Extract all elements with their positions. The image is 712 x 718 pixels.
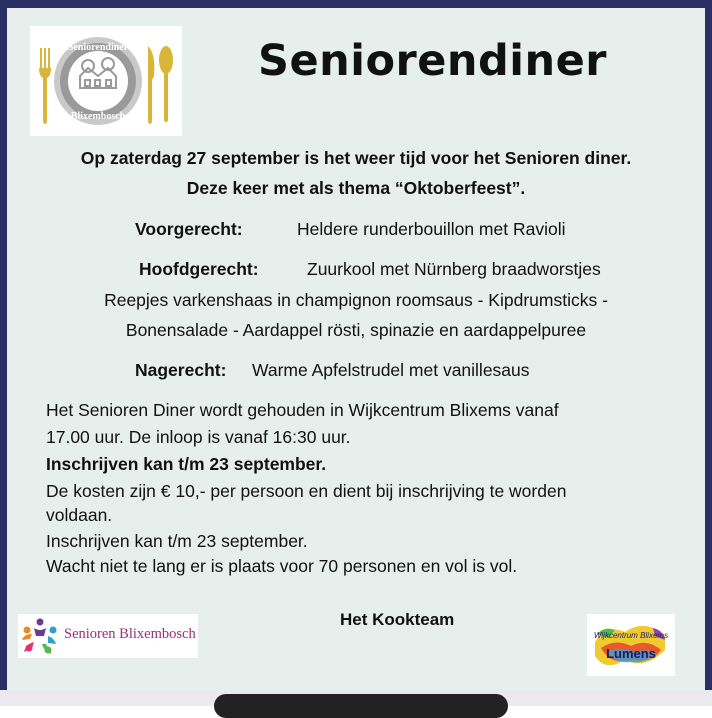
lumens-logo-text: Lumens	[606, 646, 656, 661]
wijkcentrum-lumens-logo	[587, 614, 675, 676]
info-line-1: Het Senioren Diner wordt gehouden in Wijkcentrum Blixems vanaf	[46, 400, 559, 420]
hoofdgerecht-line-3: Bonensalade - Aardappel rösti, spinazie en aardappelpuree	[125, 320, 587, 340]
hoofdgerecht-label: Hoofdgerecht:	[139, 259, 259, 279]
logo-text-top: Seniorendiner	[67, 42, 129, 53]
info-line-6: Inschrijven kan t/m 23 september.	[46, 531, 308, 551]
wijkcentrum-logo-icon	[587, 614, 675, 676]
seniorendiner-logo	[30, 26, 182, 136]
signature: Het Kookteam	[340, 610, 455, 629]
page-title: Seniorendiner	[258, 36, 608, 86]
home-indicator[interactable]	[214, 694, 508, 718]
info-line-2: 17.00 uur. De inloop is vanaf 16:30 uur.	[46, 427, 351, 447]
intro-line-2: Deze keer met als thema “Oktoberfeest”.	[186, 178, 526, 198]
hoofdgerecht-text: Zuurkool met Nürnberg braadworstjes	[307, 259, 601, 279]
intro-line-1: Op zaterdag 27 september is het weer tijd voor het Senioren diner.	[80, 148, 632, 168]
people-circle-icon	[20, 614, 60, 658]
voorgerecht-label: Voorgerecht:	[135, 219, 243, 239]
hoofdgerecht-line-2: Reepjes varkenshaas in champignon roomsaus - Kipdrumsticks -	[104, 290, 608, 310]
senioren-logo-text: Senioren Blixembosch	[64, 626, 196, 642]
info-line-3: Inschrijven kan t/m 23 september.	[46, 454, 327, 474]
info-line-7: Wacht niet te lang er is plaats voor 70 personen en vol is vol.	[46, 556, 518, 576]
senioren-blixembosch-logo	[18, 614, 198, 658]
info-line-4: De kosten zijn € 10,- per persoon en dient bij inschrijving te worden	[46, 481, 567, 501]
plate-cutlery-icon	[30, 26, 182, 136]
logo-text-bottom: Blixembosch	[70, 111, 126, 122]
info-line-5: voldaan.	[46, 505, 113, 525]
voorgerecht-text: Heldere runderbouillon met Ravioli	[297, 219, 566, 239]
wijkcentrum-logo-text: Wijkcentrum Blixems	[593, 631, 669, 640]
nagerecht-label: Nagerecht:	[135, 360, 227, 380]
nagerecht-text: Warme Apfelstrudel met vanillesaus	[252, 360, 530, 380]
